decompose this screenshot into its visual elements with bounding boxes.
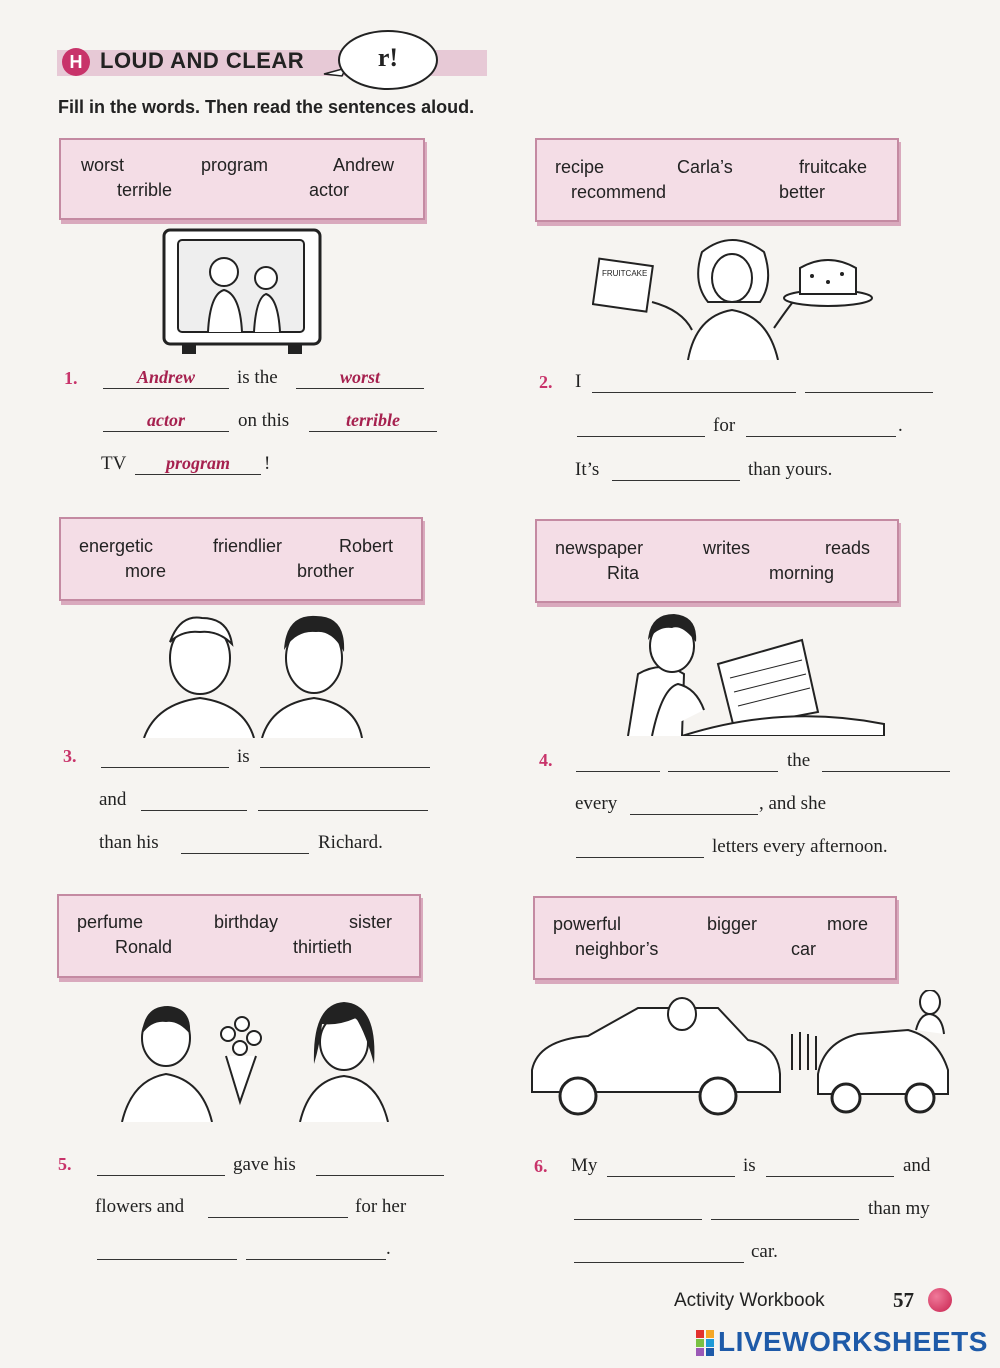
- answer-blank-6c[interactable]: [574, 1197, 702, 1220]
- sentence-text: for her: [355, 1196, 407, 1217]
- word: bigger: [707, 914, 758, 934]
- item-number-4: 4.: [539, 750, 553, 770]
- answer-blank-3e[interactable]: [181, 831, 309, 854]
- tv-illustration: [162, 228, 322, 356]
- word: friendlier: [213, 536, 283, 556]
- answer-blank-3b[interactable]: [260, 745, 430, 768]
- word: perfume: [77, 912, 144, 932]
- sentence-text: flowers and: [95, 1196, 185, 1217]
- item-number-6: 6.: [534, 1156, 548, 1176]
- answer-blank-3d[interactable]: [258, 788, 428, 811]
- word: brother: [297, 561, 355, 581]
- speech-bubble: r!: [338, 30, 438, 90]
- sentence-text: and: [903, 1155, 931, 1176]
- word: neighbor’s: [575, 939, 659, 959]
- sentence-text: is: [237, 746, 250, 767]
- sentence-text: , and she: [759, 793, 827, 814]
- word: Robert: [339, 536, 394, 556]
- answer-blank-6a[interactable]: [607, 1154, 735, 1177]
- section-title: LOUD AND CLEAR: [100, 48, 305, 73]
- word: powerful: [553, 914, 622, 934]
- word-box-2: [535, 138, 899, 222]
- sentence-text: My: [571, 1155, 598, 1176]
- brand-text: LIVEWORKSHEETS: [718, 1326, 988, 1357]
- sentence-text: the: [787, 750, 811, 771]
- sentence-text: letters every afternoon.: [712, 836, 888, 857]
- answer-blank-5c[interactable]: [208, 1195, 348, 1218]
- answer-blank-1b[interactable]: worst: [296, 366, 424, 389]
- sentence-text: TV: [101, 453, 127, 474]
- answer-blank-3a[interactable]: [101, 745, 229, 768]
- answer-blank-5b[interactable]: [316, 1153, 444, 1176]
- section-badge: H: [62, 48, 90, 76]
- item-number-2: 2.: [539, 372, 553, 392]
- sentence-text: every: [575, 793, 618, 814]
- answer-blank-1e[interactable]: program: [135, 452, 261, 475]
- answer-blank-1a[interactable]: Andrew: [103, 366, 229, 389]
- word: thirtieth: [293, 937, 353, 957]
- word-box-5: [57, 894, 421, 978]
- workbook-label: Activity Workbook: [674, 1290, 825, 1311]
- word: energetic: [79, 536, 154, 556]
- answer-blank-5d[interactable]: [97, 1237, 237, 1260]
- sentence-text: gave his: [233, 1154, 296, 1175]
- item-number-1: 1.: [64, 368, 78, 388]
- word: fruitcake: [799, 157, 868, 177]
- word: car: [791, 939, 817, 959]
- item-number-3: 3.: [63, 746, 77, 766]
- answer-blank-5a[interactable]: [97, 1153, 225, 1176]
- word: recipe: [555, 157, 605, 177]
- two-brothers-illustration: [140, 606, 364, 738]
- answer-blank-3c[interactable]: [141, 788, 247, 811]
- item-number-5: 5.: [58, 1154, 72, 1174]
- answer-blank-4b[interactable]: [668, 749, 778, 772]
- liveworksheets-logo-icon: [695, 1328, 715, 1358]
- recipe-card-label: FRUITCAKE: [602, 269, 648, 278]
- answer-blank-6d[interactable]: [711, 1197, 859, 1220]
- answer-blank-2d[interactable]: [746, 414, 896, 437]
- sentence-text: is the: [237, 367, 278, 388]
- answer-blank-2b[interactable]: [805, 370, 933, 393]
- word: better: [779, 182, 826, 202]
- sentence-text: than his: [99, 832, 159, 853]
- word-box-4: [535, 519, 899, 603]
- word: reads: [825, 538, 871, 558]
- answer-blank-2c[interactable]: [577, 414, 705, 437]
- woman-with-cake-illustration: [592, 232, 892, 360]
- sentence-text: I: [575, 371, 582, 392]
- word: Andrew: [333, 155, 395, 175]
- sentence-text: than yours.: [748, 459, 833, 480]
- sentence-text: than my: [868, 1198, 930, 1219]
- page-dot-icon: [928, 1288, 952, 1312]
- word: worst: [81, 155, 125, 175]
- boy-giving-flowers-illustration: [116, 994, 392, 1122]
- answer-blank-5e[interactable]: [246, 1237, 386, 1260]
- word: sister: [349, 912, 393, 932]
- word: more: [125, 561, 167, 581]
- word-box-1: [59, 138, 425, 220]
- sentence-text: is: [743, 1155, 756, 1176]
- word: program: [201, 155, 269, 175]
- word: terrible: [117, 180, 173, 200]
- word: actor: [309, 180, 350, 200]
- word: morning: [769, 563, 835, 583]
- sentence-text: and: [99, 789, 127, 810]
- sentence-text: !: [264, 453, 271, 474]
- answer-blank-1d[interactable]: terrible: [309, 409, 437, 432]
- word: birthday: [214, 912, 279, 932]
- answer-blank-6b[interactable]: [766, 1154, 894, 1177]
- sentence-text: .: [898, 415, 903, 436]
- word: recommend: [571, 182, 667, 202]
- answer-blank-1c[interactable]: actor: [103, 409, 229, 432]
- liveworksheets-brand: [718, 1326, 988, 1358]
- word-box-6: [533, 896, 897, 980]
- instructions: Fill in the words. Then read the sentences aloud.: [58, 97, 475, 117]
- word: more: [827, 914, 869, 934]
- sentence-text: on this: [238, 410, 290, 431]
- two-cars-illustration: [528, 990, 952, 1126]
- sentence-text: car.: [751, 1241, 778, 1262]
- page-number: 57: [893, 1288, 914, 1312]
- sentence-text: Richard.: [318, 832, 383, 853]
- answer-blank-4a[interactable]: [576, 749, 660, 772]
- answer-blank-2a[interactable]: [592, 370, 796, 393]
- word: writes: [703, 538, 751, 558]
- sentence-text: for: [713, 415, 736, 436]
- word: Ronald: [115, 937, 173, 957]
- answer-blank-4e[interactable]: [576, 835, 704, 858]
- word: newspaper: [555, 538, 644, 558]
- word-box-3: [59, 517, 423, 601]
- answer-blank-4d[interactable]: [630, 792, 758, 815]
- word: Rita: [607, 563, 640, 583]
- answer-blank-4c[interactable]: [822, 749, 950, 772]
- sentence-text: .: [386, 1238, 391, 1259]
- sentence-text: It’s: [575, 459, 600, 480]
- answer-blank-2e[interactable]: [612, 458, 740, 481]
- answer-blank-6e[interactable]: [574, 1240, 744, 1263]
- woman-reading-newspaper-illustration: [622, 604, 890, 736]
- word: Carla’s: [677, 157, 733, 177]
